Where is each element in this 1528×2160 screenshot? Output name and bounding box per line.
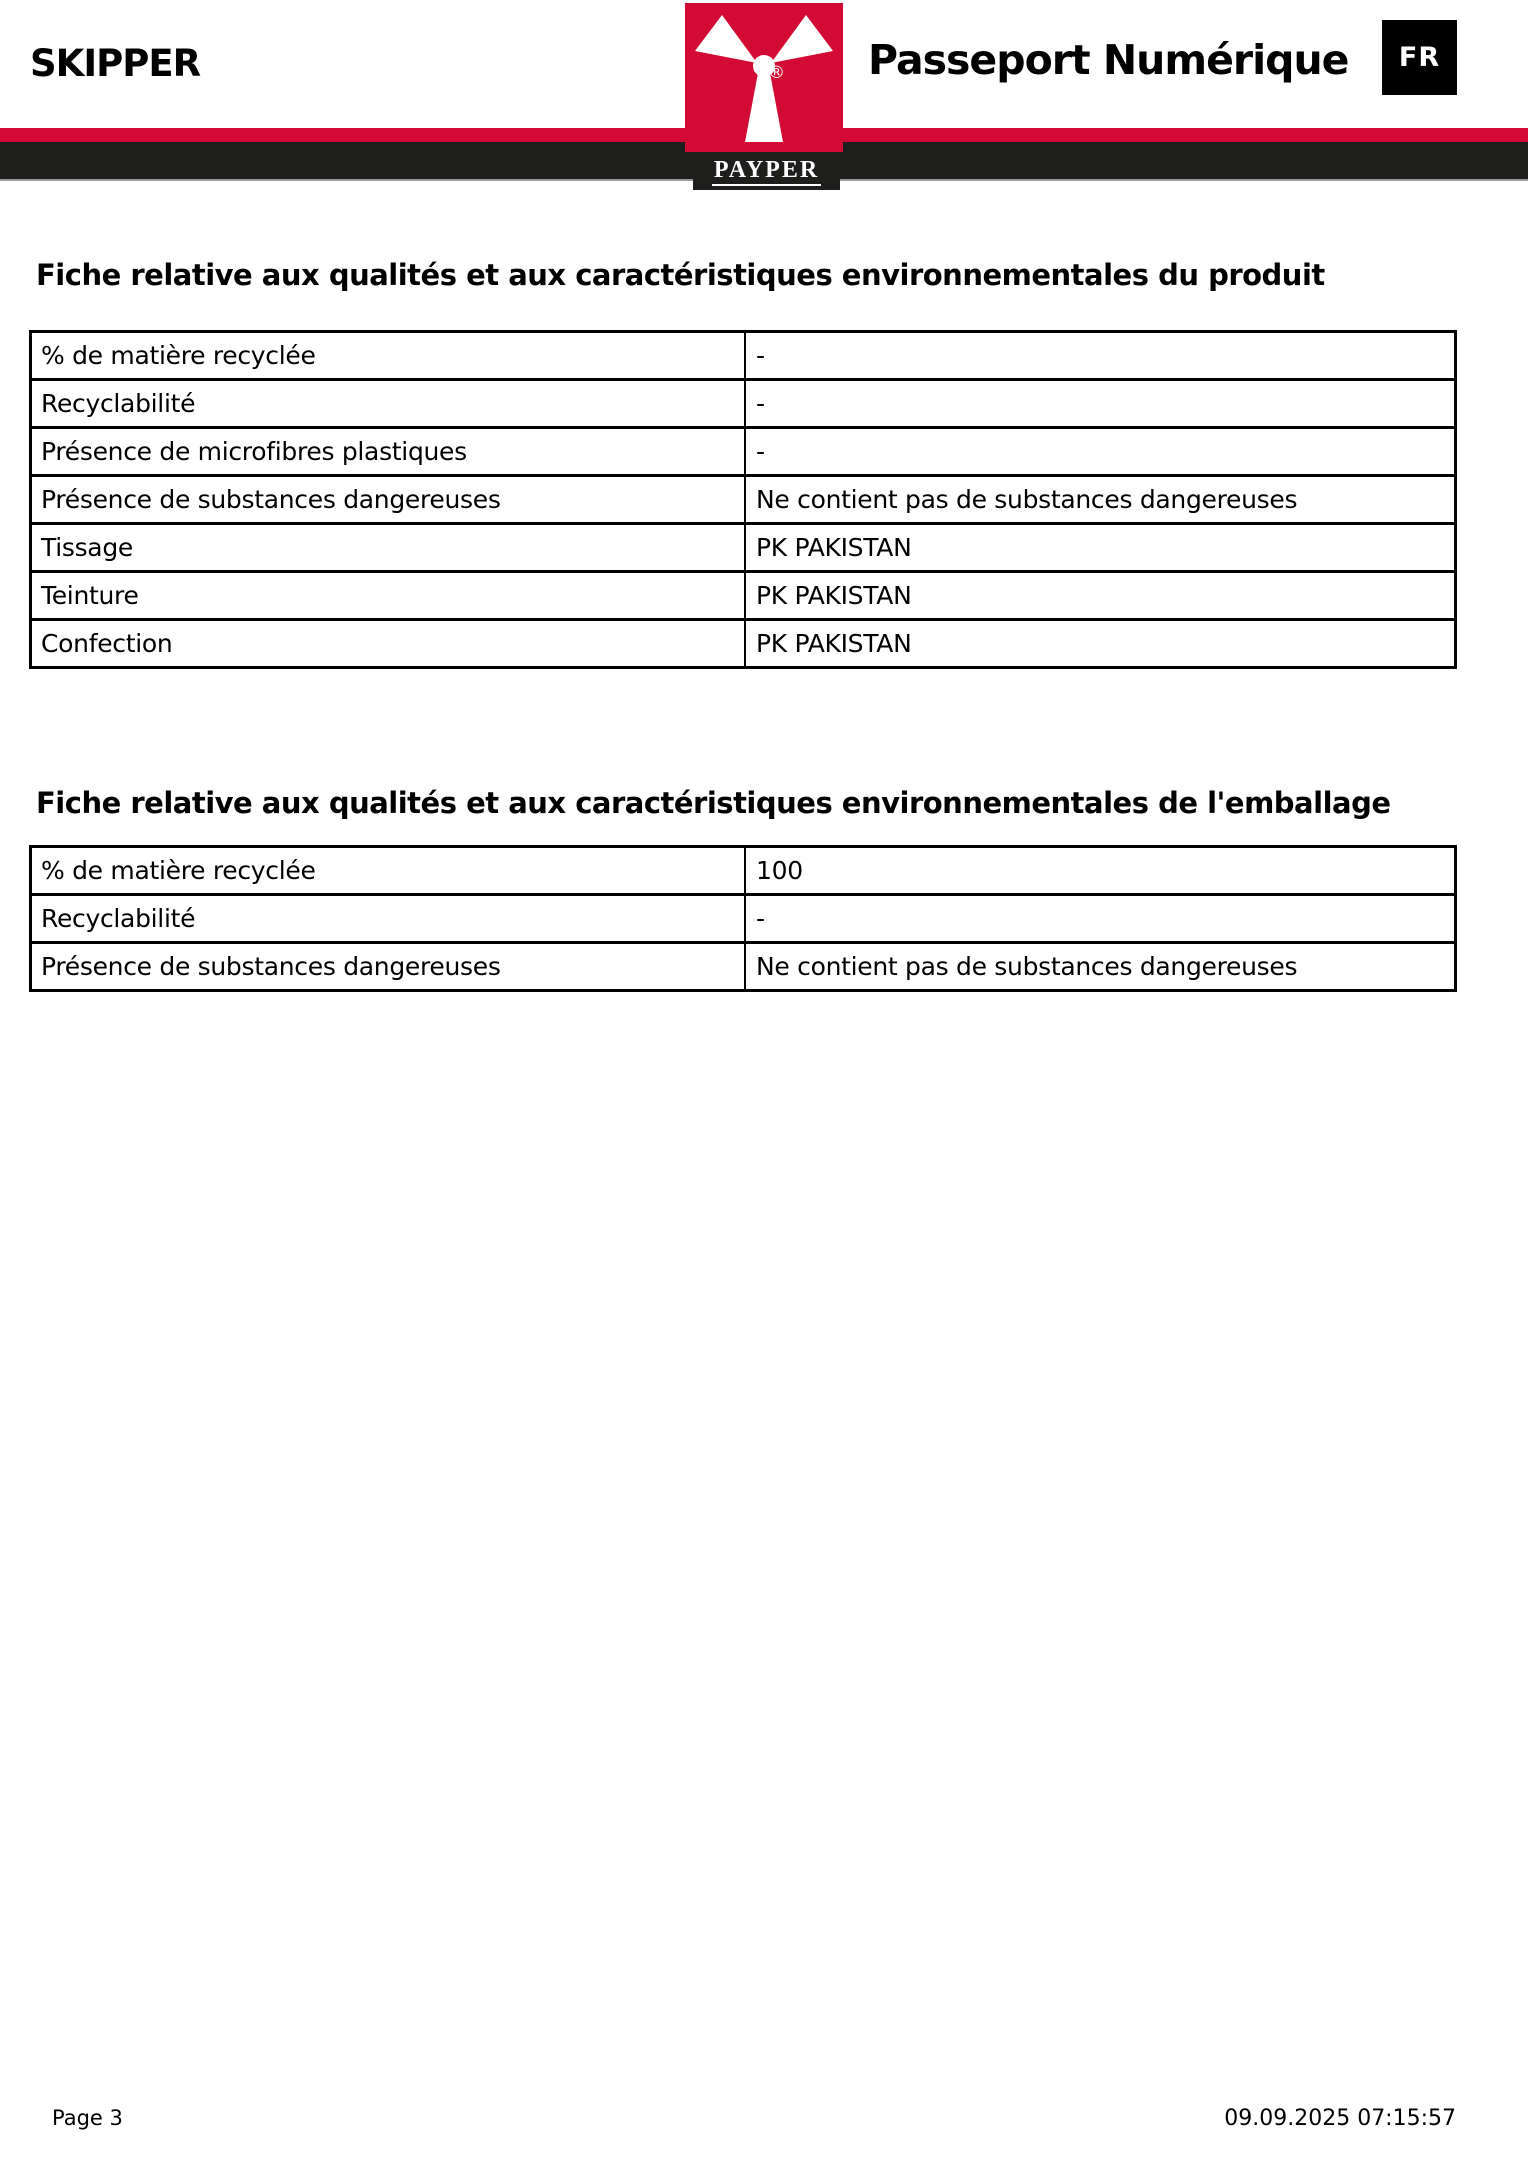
row-value: PK PAKISTAN [756,581,912,610]
row-value: Ne contient pas de substances dangereuses [756,485,1298,514]
packaging-spec-table [29,845,1457,992]
registered-trademark-icon: ® [768,63,785,83]
payper-wordmark [693,152,840,190]
table-row [32,893,1454,941]
row-label: Tissage [32,525,746,570]
row-value: - [756,437,765,466]
payper-logo [685,3,843,192]
table-row [32,474,1454,522]
row-label: Recyclabilité [32,896,746,941]
section-title-packaging: Fiche relative aux qualités et aux caractéristiques environnementales de l'emballage [36,786,1391,820]
table-row [32,426,1454,474]
table-row [32,618,1454,666]
section-title-product: Fiche relative aux qualités et aux caractéristiques environnementales du produit [36,258,1325,292]
row-label: Présence de substances dangereuses [32,944,746,989]
row-value: - [756,904,765,933]
row-value: PK PAKISTAN [756,533,912,562]
table-row [32,848,1454,893]
row-label: Recyclabilité [32,381,746,426]
table-row [32,941,1454,989]
row-value: PK PAKISTAN [756,629,912,658]
language-badge [1382,20,1457,95]
product-spec-table [29,330,1457,669]
table-row [32,333,1454,378]
brand-name: SKIPPER [30,42,201,85]
row-label: Teinture [32,573,746,618]
payper-propeller-icon [685,3,843,152]
row-label: Présence de microfibres plastiques [32,429,746,474]
row-value: 100 [756,856,803,885]
row-label: Confection [32,621,746,666]
table-row [32,378,1454,426]
row-value: Ne contient pas de substances dangereuses [756,952,1298,981]
table-row [32,522,1454,570]
table-row [32,570,1454,618]
row-label: % de matière recyclée [32,848,746,893]
row-label: Présence de substances dangereuses [32,477,746,522]
language-badge-label: FR [1398,42,1441,73]
page-title: Passeport Numérique [868,36,1349,84]
row-value: - [756,341,765,370]
payper-wordmark-label: PAYPER [712,157,821,186]
row-value: - [756,389,765,418]
timestamp: 09.09.2025 07:15:57 [1224,2106,1456,2131]
page-number: Page 3 [52,2106,123,2130]
row-label: % de matière recyclée [32,333,746,378]
